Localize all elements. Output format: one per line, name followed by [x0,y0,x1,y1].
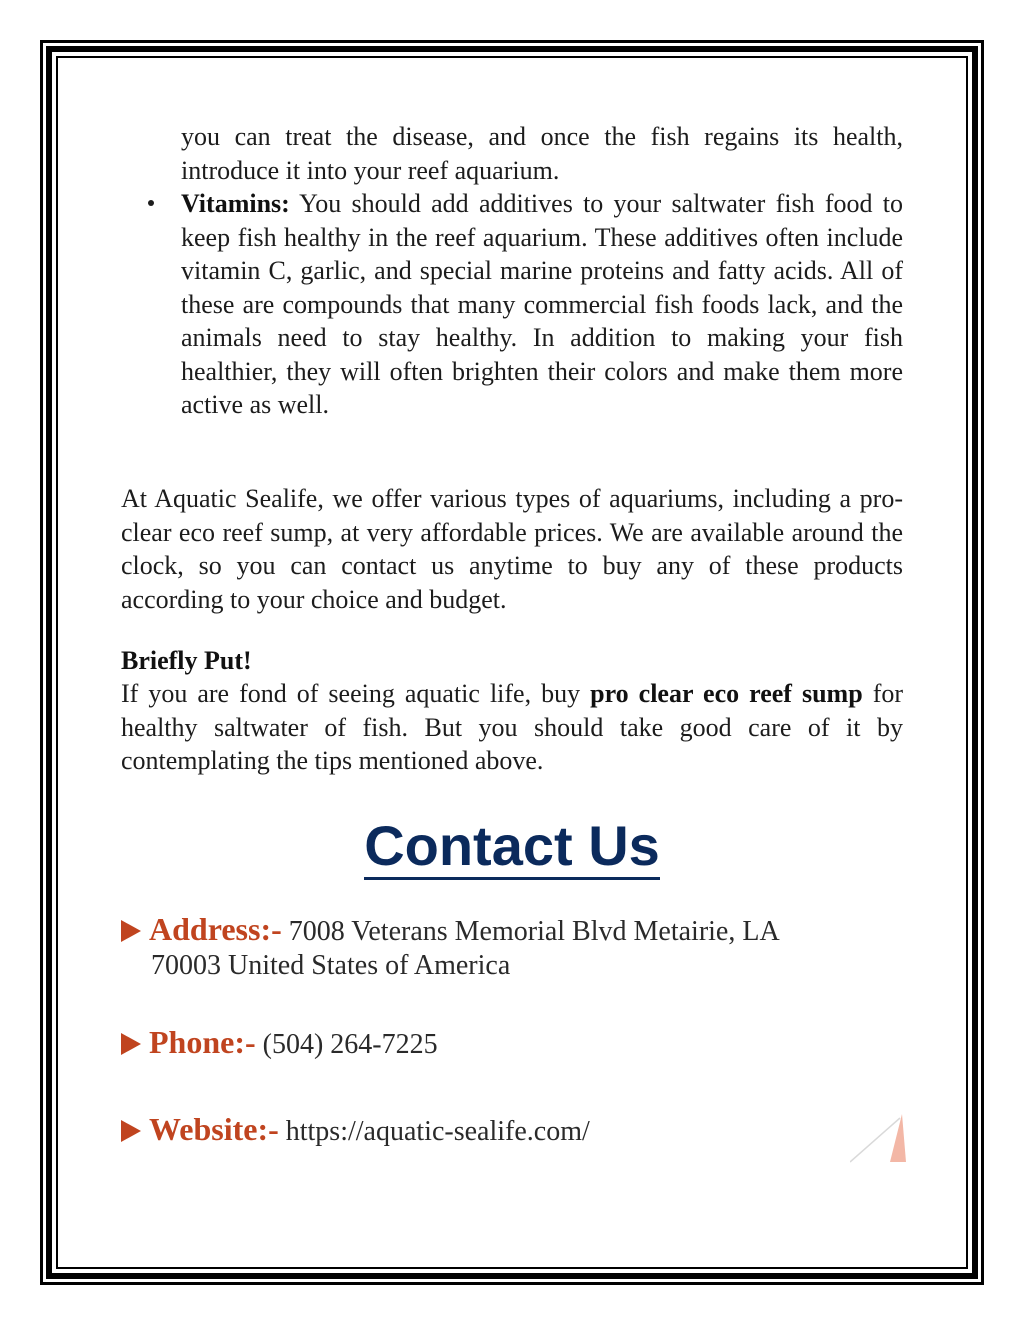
website-label: Website:- [149,1111,279,1147]
contact-phone [121,1025,911,1062]
bullet-item-vitamins [181,187,903,422]
vitamins-text: You should add additives to your saltwater fish food to keep fish healthy in the reef aquarium. These additives often include vitamin C, garlic, and special marine proteins and fatty acids. All of these are compounds that many commercial fish foods lack, and the animals need to stay healthy. In addition to making your fish healthier, they will often brighten their colors and make them more active as well. [181,189,903,419]
address-line-2: 70003 United States of America [151,950,511,981]
website-link[interactable]: https://aquatic-sealife.com/ [285,1116,590,1147]
briefly-text-after: for healthy saltwater of fish. But you should take good care of it by contemplating the tips mentioned above. [121,679,904,775]
contact-website [121,1112,911,1149]
vitamins-label: Vitamins: [181,189,290,218]
briefly-heading [121,644,903,678]
address-label: Address:- [149,911,282,947]
phone-value[interactable]: (504) 264-7225 [262,1029,438,1060]
contact-heading-text: Contact Us [364,814,660,880]
contact-heading [0,810,1024,882]
offer-paragraph: At Aquatic Sealife, we offer various types of aquariums, including a pro-clear eco reef sump, at very affordable prices. We are available around the clock, so you can contact us anytime to buy any of these products according to your choice and budget. [121,484,903,614]
address-line-1: 7008 Veterans Memorial Blvd Metairie, LA [288,916,780,947]
contact-address [121,912,911,983]
product-link[interactable]: pro clear eco reef sump [590,679,863,708]
briefly-text-before: If you are fond of seeing aquatic life, buy [121,679,581,708]
phone-label: Phone:- [149,1024,256,1060]
arrow-right-icon [121,920,141,942]
corner-decoration [850,1112,906,1164]
briefly-put-heading: Briefly Put! [121,646,252,675]
bullet-dot-icon [148,200,154,206]
arrow-right-icon [121,1033,141,1055]
bullet-list [181,120,903,422]
bullet-item-continuation: you can treat the disease, and once the fish regains its health, introduce it into your reef aquarium. [181,122,903,185]
briefly-paragraph [121,677,903,778]
arrow-right-icon [121,1120,141,1142]
